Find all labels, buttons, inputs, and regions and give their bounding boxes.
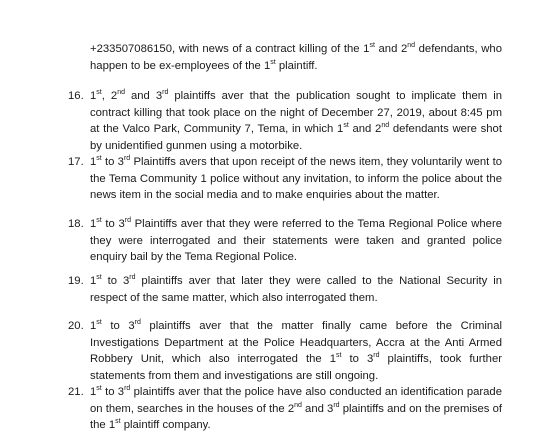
paragraph-18 <box>68 216 502 266</box>
paragraph-number: 18. <box>68 218 84 230</box>
paragraph-number: 16. <box>68 90 84 102</box>
paragraph-text: 1st, 2nd and 3rd plaintiffs aver that the publication sought to implicate them in contract killing that took place on the night of December 27, 2019, about 8:45 pm at the Valco Park, Community 7, Tema, in which 1st and 2nd defendants were shot by unidentified gunmen using a motorbike. <box>90 89 502 152</box>
paragraph-20 <box>68 318 502 384</box>
paragraph-number: 19. <box>68 275 84 287</box>
paragraph-16 <box>68 88 502 154</box>
paragraph-number: 20. <box>68 320 84 332</box>
paragraph-text: 1st to 3rd Plaintiffs aver that they were referred to the Tema Regional Police where they were interrogated and their statements were taken and granted police enquiry bail by the Tema Regional Police. <box>90 217 502 264</box>
paragraph-text: 1st to 3rd plaintiffs aver that later they were called to the National Security in respect of the same matter, which also interrogated them. <box>90 274 502 304</box>
paragraph-21 <box>68 384 502 434</box>
paragraph-text: +233507086150, with news of a contract killing of the 1st and 2nd defendants, who happen to be ex-employees of the 1st plaintiff. <box>90 42 502 72</box>
paragraph-number: 17. <box>68 156 84 168</box>
paragraph-15-continuation <box>90 41 502 74</box>
paragraph-text: 1st to 3rd plaintiffs aver that the police have also conducted an identification parade on them, searches in the houses of the 2nd and 3rd plaintiffs and on the premises of the 1st plaintiff company. <box>90 385 502 432</box>
paragraph-text: 1st to 3rd Plaintiffs avers that upon receipt of the news item, they voluntarily went to the Tema Community 1 police without any invitation, to inform the police about the news item in the social media and to make enquiries about the matter. <box>90 155 502 202</box>
paragraph-text: 1st to 3rd plaintiffs aver that the matter finally came before the Criminal Investigations Department at the Police Headquarters, Accra at the Anti Armed Robbery Unit, which also interrogated the 1st to 3rd plaintiffs, took further statements from them and investigations are still ongoing. <box>90 319 502 382</box>
paragraph-17 <box>68 154 502 204</box>
paragraph-number: 21. <box>68 386 84 398</box>
paragraph-19 <box>68 273 502 306</box>
